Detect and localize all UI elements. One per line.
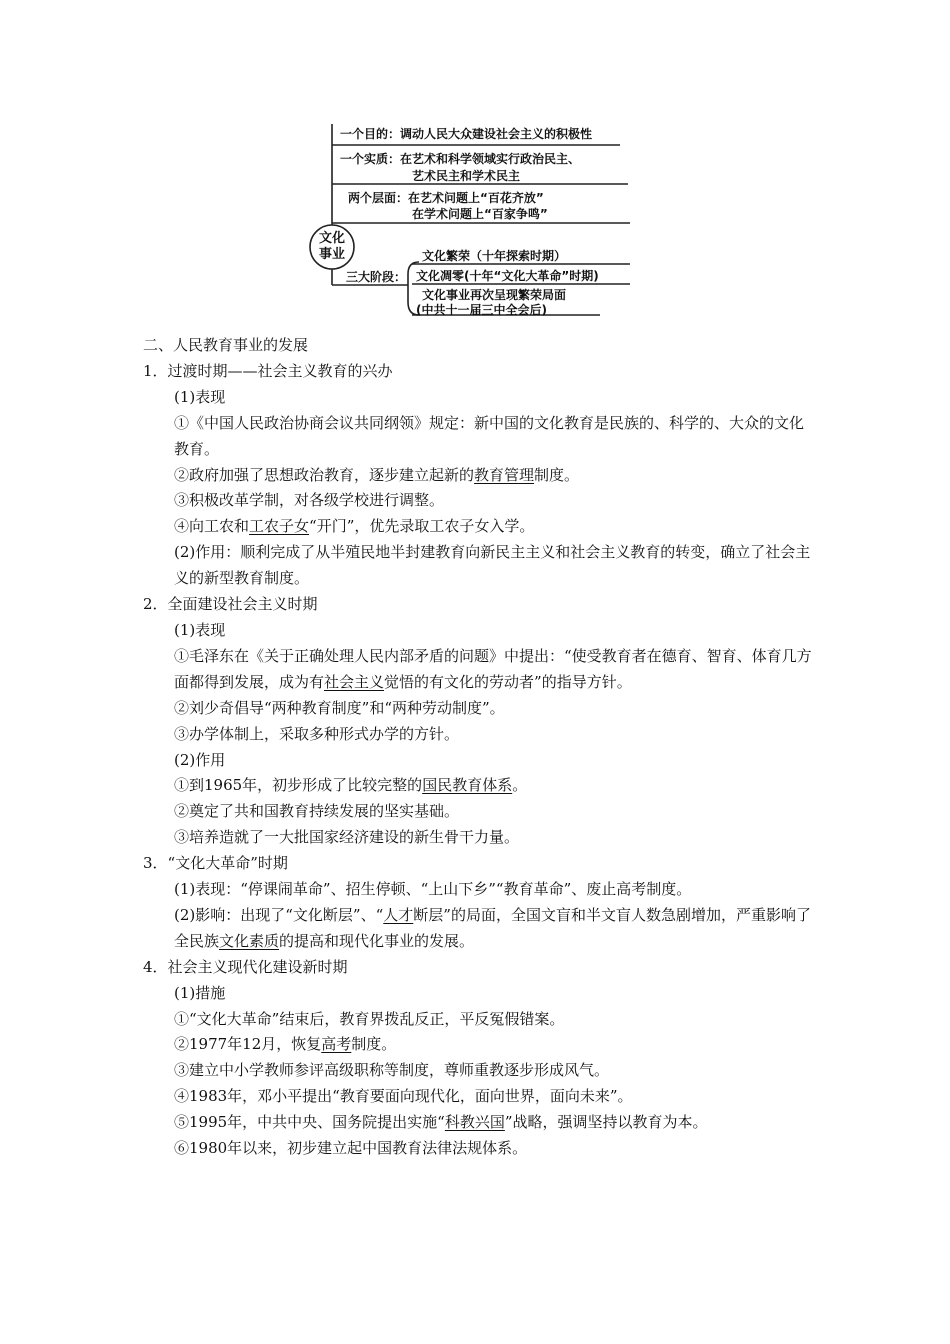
section-title: 二、人民教育事业的发展 xyxy=(143,336,309,354)
branch-essence-line2: 艺术民主和学术民主 xyxy=(412,169,521,183)
p4-sub1: (1)措施 xyxy=(174,983,226,1002)
p2-effect3: ③培养造就了一大批国家经济建设的新生骨干力量。 xyxy=(174,828,520,847)
p4-item5: ⑤1995年，中共中央、国务院提出实施“科教兴国”战略，强调坚持以教育为本。 xyxy=(174,1113,708,1132)
branch-purpose: 一个目的：调动人民大众建设社会主义的积极性 xyxy=(340,127,593,141)
hub-line-2: 事业 xyxy=(318,247,345,262)
p1-title: 1．过渡时期——社会主义教育的兴办 xyxy=(143,361,393,380)
p4-item6: ⑥1980年以来，初步建立起中国教育法律法规体系。 xyxy=(174,1139,528,1158)
p2-item1: ①毛泽东在《关于正确处理人民内部矛盾的问题》中提出：“使受教育者在德育、智育、体育几方面都得到发展，成为有社会主义觉悟的有文化的劳动者”的指导方针。 xyxy=(174,646,812,691)
p4-item1: ①“文化大革命”结束后，教育界拨乱反正，平反冤假错案。 xyxy=(174,1009,565,1028)
p2-item3: ③办学体制上，采取多种形式办学的方针。 xyxy=(174,724,460,743)
p4-item2: ②1977年12月，恢复高考制度。 xyxy=(174,1035,397,1054)
p1-item2: ②政府加强了思想政治教育，逐步建立起新的教育管理制度。 xyxy=(174,465,580,484)
culture-mindmap xyxy=(300,112,650,322)
hub-label xyxy=(314,231,350,263)
p1-item3: ③积极改革学制，对各级学校进行调整。 xyxy=(174,491,445,510)
hub-line-1: 文化 xyxy=(318,231,345,246)
p4-item4: ④1983年，邓小平提出“教育要面向现代化，面向世界，面向未来”。 xyxy=(174,1087,633,1106)
p3-title: 3．“文化大革命”时期 xyxy=(143,854,288,873)
p2-sub1: (1)表现 xyxy=(174,620,226,639)
p1-sub2: (2)作用：顺利完成了从半殖民地半封建教育向新民主主义和社会主义教育的转变，确立了社会主义的新型教育制度。 xyxy=(174,543,811,588)
stage-2: 文化凋零(十年“文化大革命”时期) xyxy=(416,269,599,283)
p1-item4: ④向工农和工农子女“开门”，优先录取工农子女入学。 xyxy=(174,517,535,536)
branch-levels: 两个层面：在艺术问题上“百花齐放” xyxy=(348,191,544,205)
p2-sub2: (2)作用 xyxy=(174,750,226,769)
branch-essence: 一个实质：在艺术和科学领域实行政治民主、 xyxy=(340,152,581,166)
p2-effect1: ①到1965年，初步形成了比较完整的国民教育体系。 xyxy=(174,776,528,795)
p1-item1: ①《中国人民政治协商会议共同纲领》规定：新中国的文化教育是民族的、科学的、大众的文化教育。 xyxy=(174,413,805,458)
p3-sub2: (2)影响：出现了“文化断层”、“人才断层”的局面，全国文盲和半文盲人数急剧增加，严重影响了全民族文化素质的提高和现代化事业的发展。 xyxy=(174,905,811,950)
stage-1: 文化繁荣（十年探索时期） xyxy=(422,249,567,263)
stage-3: 文化事业再次呈现繁荣局面 xyxy=(422,288,567,302)
p4-title: 4．社会主义现代化建设新时期 xyxy=(143,957,348,976)
p4-item3: ③建立中小学教师参评高级职称等制度，尊师重教逐步形成风气。 xyxy=(174,1061,610,1080)
p2-item2: ②刘少奇倡导“两种教育制度”和“两种劳动制度”。 xyxy=(174,698,505,717)
stage-3-note: (中共十一届三中全会后) xyxy=(416,303,547,317)
p2-title: 2．全面建设社会主义时期 xyxy=(143,595,318,614)
p2-effect2: ②奠定了共和国教育持续发展的坚实基础。 xyxy=(174,802,460,821)
document-body xyxy=(143,333,813,1162)
branch-stages-label: 三大阶段： xyxy=(346,270,407,284)
branch-levels-line2: 在学术问题上“百家争鸣” xyxy=(412,207,548,221)
p1-sub1: (1)表现 xyxy=(174,387,226,406)
p3-sub1: (1)表现：“停课闹革命”、招生停顿、“上山下乡”“教育革命”、废止高考制度。 xyxy=(174,880,692,899)
